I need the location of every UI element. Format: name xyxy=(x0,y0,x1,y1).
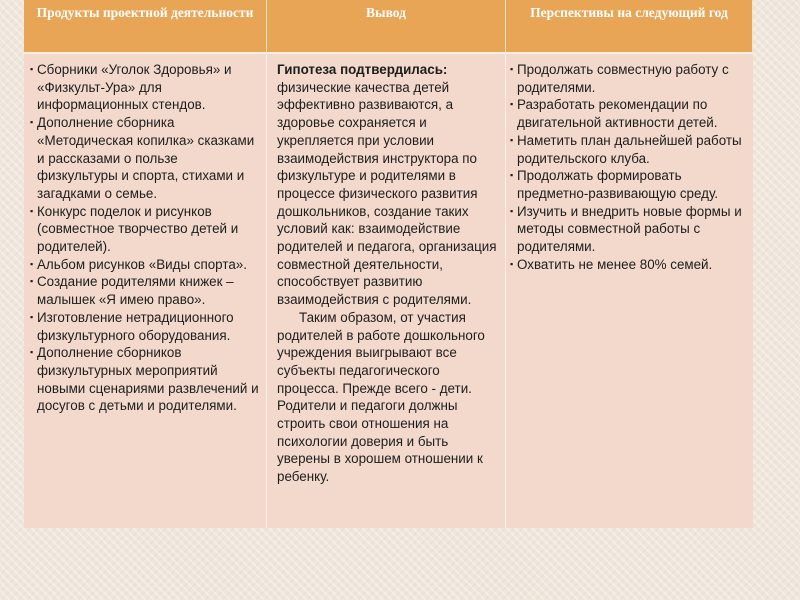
list-item: ▪ Продолжать совместную работу с родителями. xyxy=(510,61,747,96)
products-cell xyxy=(24,54,267,528)
prospects-list xyxy=(510,61,747,273)
header-products: Продукты проектной деятельности xyxy=(24,0,267,54)
list-item: ▪ Дополнение сборников физкультурных мероприятий новыми сценариями развлечений и досугов с детьми и родителями. xyxy=(30,344,260,415)
results-table xyxy=(24,0,753,528)
list-item: ▪ Наметить план дальнейшей работы родительского клуба. xyxy=(510,132,747,167)
list-item: ▪ Конкурс поделок и рисунков (совместное творчество детей и родителей). xyxy=(30,203,260,256)
list-item: ▪ Продолжать формировать предметно-развивающую среду. xyxy=(510,167,747,202)
products-list xyxy=(30,61,260,415)
conclusion-cell xyxy=(267,54,506,528)
conclusion-summary: Таким образом, от участия родителей в работе дошкольного учреждения выигрывают все субъекты педагогического процесса. Прежде всего - дети. Родители и педагоги должны строить свои отношения на психологии доверия и быть уверены в хорошем отношении к ребенку. xyxy=(277,309,485,485)
list-item: ▪ Разработать рекомендации по двигательной активности детей. xyxy=(510,96,747,131)
list-item: ▪ Изготовление нетрадиционного физкультурного оборудования. xyxy=(30,309,260,344)
list-item: ▪ Альбом рисунков «Виды спорта». xyxy=(30,256,260,274)
hypothesis-label: Гипотеза подтвердилась: xyxy=(277,62,448,77)
list-item: ▪ Сборники «Уголок Здоровья» и «Физкульт-Ура» для информационных стендов. xyxy=(30,61,260,114)
list-item: ▪ Дополнение сборника «Методическая копилка» сказками и рассказами о пользе физкультуры и спорта, стихами и загадками о семье. xyxy=(30,114,260,203)
header-prospects: Перспективы на следующий год xyxy=(506,0,753,54)
prospects-cell xyxy=(506,54,753,528)
list-item: ▪ Создание родителями книжек – малышек «Я имею право». xyxy=(30,273,260,308)
list-item: ▪ Изучить и внедрить новые формы и методы совместной работы с родителями. xyxy=(510,203,747,256)
list-item: ▪ Охватить не менее 80% семей. xyxy=(510,256,747,274)
header-conclusion: Вывод xyxy=(267,0,506,54)
conclusion-paragraph: физические качества детей эффективно развиваются, а здоровье сохраняется и укрепляется при условии взаимодействия инструктора по физкультуре и родителями в процессе физического развития дошкольников, создание таких условий как: взаимодействие родителей и педагога, организация совместной деятельности, способствует развитию взаимодействия с родителями. xyxy=(277,79,497,308)
